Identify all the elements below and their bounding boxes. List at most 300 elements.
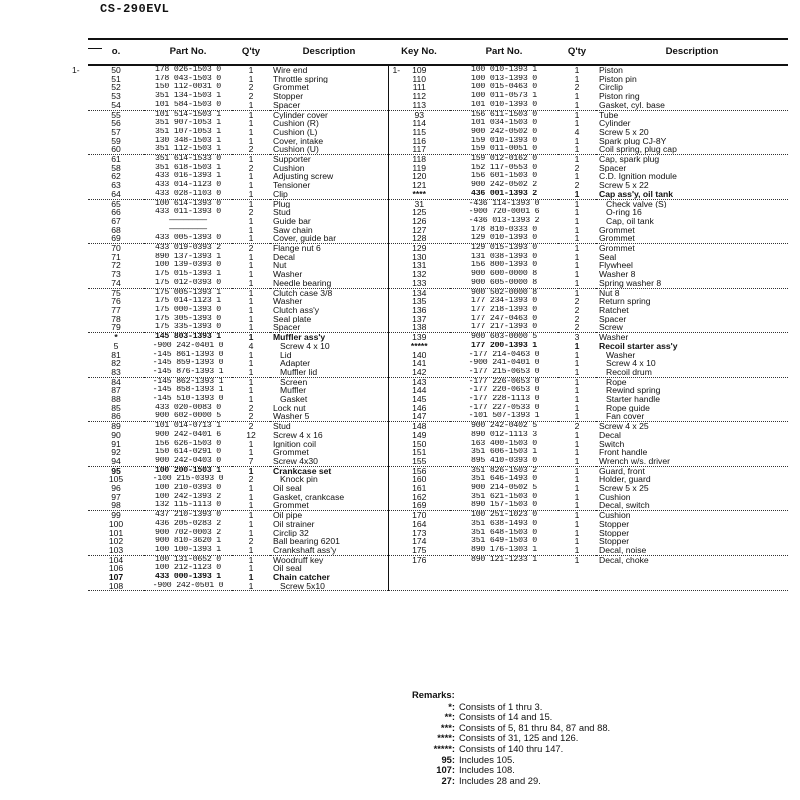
description-cell-2: Grommet (596, 234, 788, 243)
table-row (88, 92, 788, 101)
description-cell-2: Grommet (599, 225, 635, 235)
description-cell: Washer (270, 297, 388, 306)
description-cell: Ignition coil (270, 440, 388, 449)
part-no-cell: -900 242-0401 0 (152, 341, 224, 350)
key-no-cell-2: 161 (412, 484, 427, 493)
qty-cell-2: 4 (574, 127, 580, 137)
qty-cell-2: 1 (574, 136, 580, 146)
qty-cell: 1 (232, 101, 270, 110)
table-row (88, 404, 788, 413)
part-no-cell-2: -177 214-0463 0 (468, 350, 540, 359)
part-no-cell-2: 900 603-0000 5 (471, 332, 537, 342)
key-no-cell: 53 (111, 92, 121, 101)
qty-cell-2: 1 (558, 101, 596, 110)
part-no-cell-2 (450, 582, 558, 591)
qty-cell-2: 1 (574, 528, 580, 538)
remark-item (400, 776, 610, 787)
key-no-cell-2: 173 (412, 528, 427, 538)
part-no-cell: -145 510-1393 0 (152, 395, 224, 404)
part-no-cell: 175 014-1123 1 (155, 297, 221, 306)
table-row (88, 65, 788, 75)
table-row (88, 359, 788, 368)
key-no-cell-2: 125 (412, 208, 427, 217)
qty-cell-2: 1 (574, 243, 580, 253)
description-cell-2: Cap, oil tank (606, 216, 654, 226)
description-cell: Cushion (270, 164, 388, 173)
remark-key: ***: (440, 721, 455, 733)
part-no-cell-2: 131 038-1393 0 (471, 252, 537, 261)
description-cell: Woodruff key (270, 555, 388, 564)
part-no-cell-2: 100 015-0463 0 (471, 83, 537, 92)
qty-cell: 2 (248, 475, 254, 485)
qty-cell: 1 (248, 466, 254, 476)
part-no-cell: ———————— (169, 216, 207, 225)
key-no-cell: 107 (108, 573, 124, 582)
description-cell-2: Cap, spark plug (599, 154, 660, 164)
part-no-cell-2: 351 621-1503 0 (471, 492, 537, 501)
part-no-cell-2: 177 234-1393 0 (471, 297, 537, 306)
key-no-cell-2 (388, 564, 450, 573)
key-no-cell: 64 (88, 190, 144, 199)
description-cell: Muffler ass'y (270, 333, 388, 342)
description-cell: Seal plate (270, 315, 388, 324)
qty-cell-2: 2 (574, 163, 580, 173)
key-no-cell-2: 112 (412, 92, 427, 101)
table-row (88, 501, 788, 510)
key-no-cell: 73 (111, 270, 121, 279)
qty-cell: 1 (232, 190, 270, 199)
qty-cell: 2 (248, 163, 254, 173)
part-no-cell-2: 351 606-1503 1 (471, 448, 537, 457)
key-no-cell: 100 (108, 519, 124, 529)
qty-cell: 1 (248, 225, 254, 235)
description-cell: Circlip 32 (270, 529, 388, 538)
key-no-cell: 81 (111, 350, 121, 360)
description-cell: Screw 4x30 (270, 457, 388, 466)
key-no-cell: 75 (111, 288, 121, 298)
key-no-cell: 67 (111, 216, 121, 226)
key-no-cell: 102 (108, 537, 124, 546)
description-cell-2: Washer (599, 332, 629, 342)
remark-key: ****: (437, 732, 455, 744)
remark-key: 27: (441, 774, 455, 786)
qty-cell: 1 (248, 305, 254, 315)
parts-table-body (72, 65, 788, 591)
remarks (400, 690, 610, 786)
description-cell-2: Spacer (599, 163, 627, 173)
key-no-cell: 89 (111, 421, 121, 431)
part-no-cell-2: 100 011-0573 1 (471, 92, 537, 101)
table-row (88, 253, 788, 262)
key-no-cell: 63 (111, 181, 121, 190)
qty-cell-2: 1 (574, 119, 580, 128)
key-no-cell-2: 128 (388, 234, 450, 243)
qty-cell-2: 1 (558, 279, 596, 288)
description-cell-2: Spacer (599, 314, 627, 324)
qty-cell-2: 1 (574, 65, 580, 75)
key-no-cell-2: 164 (412, 519, 427, 529)
key-no-cell-2: 127 (412, 225, 427, 235)
table-row (88, 448, 788, 457)
qty-cell-2: 1 (574, 208, 580, 217)
key-no-cell: 60 (88, 145, 144, 154)
table-row (88, 234, 788, 243)
description-cell: Guide bar (270, 217, 388, 226)
table-row (88, 422, 788, 431)
description-cell-2: Switch (599, 439, 625, 449)
qty-cell-2: 1 (574, 270, 580, 279)
qty-cell-2: 1 (558, 412, 596, 421)
description-cell: Knock pin (270, 475, 388, 484)
part-no-cell-2: 156 800-1393 0 (471, 261, 537, 270)
key-no-cell-2: 176 (412, 555, 427, 565)
qty-cell: 1 (232, 234, 270, 243)
table-row (88, 440, 788, 449)
description-cell-2: Cushion (599, 510, 631, 520)
part-no-cell-2: 900 502-0000 8 (471, 288, 537, 297)
qty-cell-2: 1 (558, 234, 596, 243)
part-no-cell-2: -101 507-1393 1 (450, 412, 558, 421)
part-no-cell: 100 100-1393 1 (144, 546, 232, 555)
description-cell: Washer (270, 270, 388, 279)
qty-cell: 1 (248, 439, 254, 449)
description-cell-2: Guard, front (599, 466, 645, 476)
remark-item (400, 744, 610, 755)
qty-cell: 1 (232, 501, 270, 510)
qty-cell-2: 1 (574, 403, 580, 413)
qty-cell: 1 (248, 65, 254, 75)
table-row (88, 190, 788, 199)
qty-cell: 1 (248, 377, 254, 387)
part-no-cell: 436 205-0283 2 (155, 519, 221, 528)
part-no-cell: 156 626-1503 0 (155, 439, 221, 448)
remark-text: Consists of 1 thru 3. (459, 700, 543, 712)
description-cell-2: Cap ass'y, oil tank (596, 190, 788, 199)
part-no-cell: 100 210-0393 0 (155, 484, 221, 493)
description-cell: Crankshaft ass'y (270, 546, 388, 555)
part-no-cell: -100 215-0393 0 (152, 475, 224, 484)
description-cell: Grommet (270, 83, 388, 92)
key-no-cell: 78 (111, 314, 121, 324)
qty-cell-2: 1 (574, 261, 580, 271)
key-no-cell-2: 145 (412, 395, 427, 404)
qty-cell-2: 1 (574, 154, 580, 164)
description-cell: Wire end (270, 65, 388, 75)
parts-table (72, 38, 788, 591)
key-no-cell: 69 (88, 234, 144, 243)
qty-cell-2: 1 (574, 172, 580, 182)
qty-cell: 12 (246, 430, 256, 440)
part-no-cell-2: 177 217-1393 0 (450, 323, 558, 332)
qty-cell-2: 1 (558, 546, 596, 555)
table-row (88, 199, 788, 208)
part-no-cell: 351 134-1503 1 (155, 92, 221, 101)
description-cell-2 (596, 582, 788, 591)
description-cell: Cylinder cover (270, 110, 388, 119)
table-row (88, 466, 788, 475)
key-no-cell: 55 (111, 110, 121, 120)
qty-cell: 1 (248, 528, 254, 538)
part-no-cell: 351 112-1503 1 (144, 145, 232, 154)
description-cell-2: Screw 5 x 22 (599, 181, 649, 190)
qty-cell-2: 2 (558, 323, 596, 332)
part-no-cell: 433 016-1393 1 (155, 172, 221, 181)
description-cell-2: Ratchet (599, 305, 629, 315)
part-no-cell: 150 112-0031 0 (155, 83, 221, 92)
key-no-cell-2: 115 (412, 127, 427, 137)
description-cell-2: Piston (599, 65, 623, 75)
key-no-cell-2: 134 (412, 288, 427, 298)
description-cell-2: C.D. Ignition module (599, 172, 677, 182)
description-cell: Chain catcher (270, 573, 388, 582)
qty-cell-2: 1 (574, 350, 580, 360)
qty-cell-2: 1 (574, 537, 580, 546)
qty-cell: 1 (232, 368, 270, 377)
col-header-description: Description (270, 39, 388, 65)
remark-text: Consists of 14 and 15. (459, 711, 553, 723)
part-no-cell: 437 210-1393 0 (155, 510, 221, 520)
key-no-cell-2: 170 (412, 510, 427, 520)
key-no-cell-2: 138 (388, 323, 450, 332)
description-cell: Adapter (270, 359, 388, 368)
table-row (88, 368, 788, 377)
table-row (88, 217, 788, 226)
description-cell-2: Piston ring (599, 92, 640, 101)
part-no-cell: 178 026-1503 0 (155, 65, 221, 74)
remark-text: Includes 108. (459, 764, 515, 776)
part-no-cell: -145 859-1393 0 (152, 359, 224, 368)
key-no-cell: 77 (111, 305, 121, 315)
key-no-cell-2: 113 (388, 101, 450, 110)
part-no-cell: 132 115-1113 0 (144, 501, 232, 510)
description-cell: Screw 4 x 10 (270, 342, 388, 351)
part-no-cell: 175 015-1393 1 (155, 270, 221, 279)
part-no-cell-2: 177 247-0463 0 (471, 314, 537, 323)
description-cell-2: Decal, switch (596, 501, 788, 510)
qty-cell: 1 (248, 573, 254, 582)
part-no-cell-2: 890 012-1113 3 (471, 430, 537, 439)
remarks-list (400, 702, 610, 787)
qty-cell-2: 2 (574, 305, 580, 315)
description-cell: Throttle spring (270, 75, 388, 84)
qty-cell: 4 (248, 341, 254, 351)
col-header-key-no: Key No. (388, 39, 450, 65)
description-cell: Screen (270, 377, 388, 386)
row-mark-2: 1- (392, 65, 401, 75)
key-no-cell-2: 130 (412, 252, 427, 262)
key-no-cell-2 (388, 582, 450, 591)
description-cell: Lock nut (270, 404, 388, 413)
description-cell: Stud (270, 422, 388, 431)
description-cell: Spacer (270, 323, 388, 332)
qty-cell: 2 (248, 537, 254, 546)
description-cell-2: Screw 5 x 25 (599, 484, 649, 493)
table-row (88, 395, 788, 404)
qty-cell: 1 (232, 546, 270, 555)
description-cell-2: Decal (599, 430, 621, 440)
description-cell: Lid (270, 351, 388, 360)
description-cell: Stud (270, 208, 388, 217)
part-no-cell: 130 348-1503 1 (155, 136, 221, 145)
part-no-cell-2: -177 215-0653 0 (450, 368, 558, 377)
part-no-cell-2: 177 218-1393 0 (471, 305, 537, 314)
qty-cell: 1 (248, 297, 254, 306)
qty-cell: 1 (232, 323, 270, 332)
description-cell-2: Rewind spring (606, 386, 661, 396)
table-row (88, 137, 788, 146)
key-no-cell: 95 (111, 466, 121, 476)
qty-cell: 1 (248, 172, 254, 182)
part-no-cell-2: -177 228-1113 0 (468, 395, 540, 404)
key-no-cell-2 (388, 573, 450, 582)
part-no-cell-2: 890 121-1233 1 (471, 555, 537, 564)
qty-cell-2: 1 (574, 288, 580, 298)
description-cell-2: Rope guide (606, 403, 650, 413)
part-no-cell-2: 900 242-0402 5 (471, 421, 537, 431)
description-cell-2: Coil spring, plug cap (596, 145, 788, 154)
key-no-cell-2: 147 (388, 412, 450, 421)
qty-cell: 2 (248, 83, 254, 93)
col-header-part-no: Part No. (144, 39, 232, 65)
part-no-cell: 433 020-0083 0 (155, 403, 221, 412)
qty-cell-2: 1 (574, 448, 580, 457)
key-no-cell: 66 (111, 208, 121, 217)
qty-cell-2: 2 (574, 421, 580, 431)
qty-cell: 1 (248, 136, 254, 146)
part-no-cell-2: 100 010-1393 1 (471, 65, 537, 74)
key-no-cell: 106 (108, 564, 124, 574)
part-no-cell: 175 000-1393 0 (155, 305, 221, 314)
qty-cell-2: 1 (574, 199, 580, 209)
description-cell: Oil seal (270, 564, 388, 573)
part-no-cell-2: 351 649-1503 0 (471, 537, 537, 546)
qty-cell-2: 1 (558, 368, 596, 377)
key-no-cell-2: 169 (388, 501, 450, 510)
qty-cell-2: 1 (574, 475, 580, 485)
table-row (88, 457, 788, 466)
table-row (88, 333, 788, 342)
part-no-cell: 433 014-1123 0 (155, 181, 221, 190)
description-cell: Muffler lid (270, 368, 388, 377)
key-no-value-2: 109 (412, 65, 427, 75)
part-no-cell-2: 177 200-1393 1 (471, 341, 537, 350)
qty-cell-2: 2 (574, 314, 580, 324)
qty-cell-2 (558, 573, 596, 582)
table-row (88, 83, 788, 92)
table-row (88, 431, 788, 440)
table-header-row (88, 39, 788, 65)
description-cell-2: Stopper (599, 537, 630, 546)
description-cell: Oil strainer (270, 520, 388, 529)
qty-cell-2: 1 (574, 74, 580, 84)
description-cell: Tensioner (270, 181, 388, 190)
qty-cell: 1 (248, 359, 254, 368)
description-cell-2: Screw (596, 323, 788, 332)
part-no-cell: -145 862-1393 1 (152, 377, 224, 386)
description-cell: Cover, guide bar (270, 234, 388, 243)
part-no-cell: 100 614-1393 0 (155, 199, 221, 208)
part-no-cell: 433 019-0393 2 (155, 243, 221, 253)
key-no-cell-2: 142 (388, 368, 450, 377)
part-no-cell: -145 876-1393 1 (144, 368, 232, 377)
description-cell: Muffler (270, 386, 388, 395)
description-cell: Screw 5x10 (270, 582, 388, 591)
qty-cell-2: 1 (574, 484, 580, 493)
key-no-cell: 82 (111, 359, 121, 368)
description-cell-2: Gasket, cyl. base (596, 101, 788, 110)
key-no-cell: 84 (111, 377, 121, 387)
part-no-cell: 145 803-1393 1 (155, 332, 221, 342)
part-no-cell: 175 305-1393 0 (155, 314, 221, 323)
part-no-cell: 175 335-1393 0 (144, 323, 232, 332)
table-row (88, 520, 788, 529)
description-cell-2 (596, 564, 788, 573)
remark-text: Consists of 5, 81 thru 84, 87 and 88. (459, 721, 611, 733)
table-row (88, 244, 788, 253)
part-no-cell-2: 163 400-1503 0 (471, 439, 537, 448)
table-row (88, 181, 788, 190)
key-no-cell-2: 156 (412, 466, 427, 476)
table-row (88, 172, 788, 181)
qty-cell: 1 (248, 492, 254, 502)
qty-cell: 1 (248, 199, 254, 209)
description-cell: Clutch case 3/8 (270, 288, 388, 297)
key-no-cell: 105 (108, 475, 124, 485)
key-no-cell-2: 129 (412, 243, 427, 253)
key-no-cell: 59 (111, 136, 121, 146)
key-no-value: 50 (111, 65, 121, 75)
description-cell-2: Washer (606, 350, 636, 360)
col-header-description-2: Description (596, 39, 788, 65)
key-no-cell: 54 (88, 101, 144, 110)
key-no-cell: 52 (111, 83, 121, 93)
key-no-cell: 85 (111, 403, 121, 413)
qty-cell: 1 (248, 288, 254, 298)
description-cell-2: Screw 4 x 25 (599, 421, 649, 431)
remark-text: Includes 28 and 29. (459, 774, 541, 786)
description-cell-2: Stopper (599, 519, 630, 529)
key-no-cell: 86 (88, 412, 144, 421)
table-row (88, 493, 788, 502)
part-no-cell-2: 178 810-0333 0 (471, 225, 537, 234)
key-no-cell-2: 119 (412, 163, 427, 173)
part-no-cell: 433 005-1393 0 (144, 234, 232, 243)
part-no-cell: 178 043-1503 0 (155, 74, 221, 83)
part-no-cell: 100 131-0652 0 (155, 555, 221, 564)
key-no-cell-2: 133 (388, 279, 450, 288)
key-no-cell: 5 (113, 341, 119, 351)
qty-cell-2: 1 (574, 439, 580, 449)
key-no-cell: 97 (111, 492, 121, 502)
table-row (88, 306, 788, 315)
qty-cell-2: 1 (574, 430, 580, 440)
key-no-cell: 91 (111, 439, 121, 449)
key-no-cell-2: **** (388, 190, 450, 199)
description-cell-2: Starter handle (606, 395, 660, 404)
part-no-cell: ———————— (169, 225, 207, 234)
description-cell-2: Wrench w/s. driver (596, 457, 788, 466)
description-cell-2: Rope (606, 377, 627, 387)
description-cell: Gasket (270, 395, 388, 404)
qty-cell-2: 1 (574, 466, 580, 476)
key-no-cell: 96 (111, 484, 121, 493)
key-no-cell-2: 118 (412, 154, 427, 164)
page-title: CS-290EVL (100, 2, 170, 16)
description-cell-2: Fan cover (596, 412, 788, 421)
key-no-cell: * (114, 332, 118, 342)
qty-cell-2: 1 (558, 145, 596, 154)
description-cell: Oil seal (270, 484, 388, 493)
